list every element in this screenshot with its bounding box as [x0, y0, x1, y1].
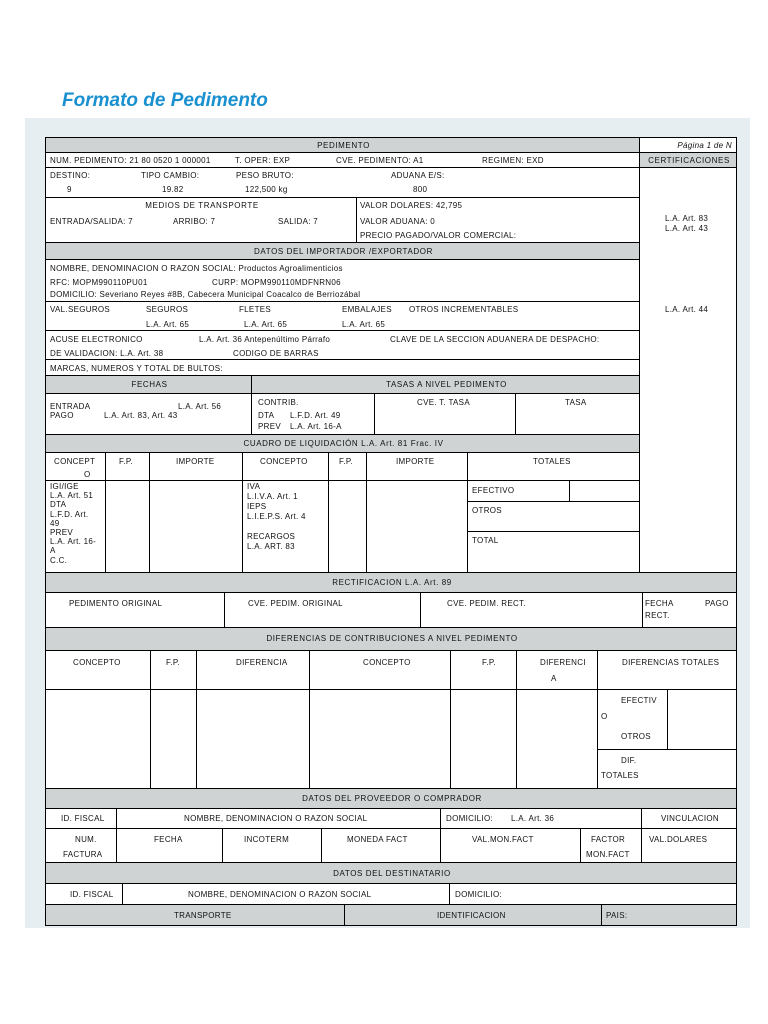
- liq-left-7: A: [50, 546, 56, 556]
- prov-valdol: VAL.DOLARES: [649, 835, 708, 844]
- rectificacion-header-label: RECTIFICACION L.A. Art. 89: [332, 578, 452, 587]
- cve-pedim-rect: CVE. PEDIM. RECT.: [447, 599, 526, 608]
- destinatario-row2: [45, 904, 737, 926]
- importador-datos: [45, 259, 640, 302]
- dif-diferenci: DIFERENCI: [540, 658, 586, 667]
- fechas-header: [45, 375, 252, 394]
- certificaciones-column: [639, 167, 737, 573]
- embalajes: EMBALAJES: [342, 305, 392, 314]
- cve-pedim-original: CVE. PEDIM. ORIGINAL: [248, 599, 343, 608]
- codigo-barras: CODIGO DE BARRAS: [233, 349, 319, 358]
- liq-mid-concepts: [247, 482, 306, 552]
- aduana-label: ADUANA E/S:: [391, 171, 445, 180]
- fechas-header-label: FECHAS: [131, 380, 168, 389]
- prov-la36: L.A. Art. 36: [511, 814, 555, 823]
- clave-seccion: CLAVE DE LA SECCION ADUANERA DE DESPACHO:: [390, 335, 600, 344]
- liq-mid-4: [247, 522, 306, 532]
- liquidacion-header-label: CUADRO DE LIQUIDACIÓN L.A. Art. 81 Frac. IV: [243, 439, 444, 448]
- rect-pago: PAGO: [705, 599, 729, 608]
- liq-mid-1: L.I.V.A. Art. 1: [247, 492, 298, 501]
- liq-left-0: IGI/IGE: [50, 482, 79, 491]
- contrib-label: CONTRIB.: [258, 398, 299, 407]
- importador-domicilio: DOMICILIO: Severiano Reyes #8B, Cabecera Municipal Coacalco de Berriozábal: [50, 290, 361, 299]
- liq-efectivo: EFECTIVO: [472, 486, 515, 495]
- liq-totales: TOTALES: [533, 457, 571, 466]
- liq-left-3: L.F.D. Art.: [50, 509, 89, 519]
- prov-nombre: NOMBRE, DENOMINACION O RAZON SOCIAL: [184, 814, 368, 823]
- liq-left-6: L.A. Art. 16-: [50, 537, 97, 547]
- importador-rfc: RFC: MOPM990110PU01: [50, 278, 148, 287]
- marcas-row: [45, 359, 640, 376]
- liq-left-concepts: [50, 482, 96, 565]
- valores-cell: [356, 197, 640, 243]
- liquidacion-table: [45, 452, 640, 573]
- fecha-entrada-la56: L.A. Art. 56: [178, 402, 222, 411]
- acuse-electronico: ACUSE ELECTRONICO: [50, 335, 143, 344]
- liq-left-5: PREV: [50, 528, 73, 538]
- rectificacion-header: [45, 572, 737, 593]
- dif-totales2: TOTALES: [601, 771, 639, 780]
- rect-rect: RECT.: [645, 611, 670, 620]
- dif-concepto1: CONCEPTO: [73, 658, 121, 667]
- liq-left-8: C.C.: [50, 555, 68, 565]
- fecha-entrada: ENTRADA: [50, 402, 91, 411]
- destinatario-header-label: DATOS DEL DESTINATARIO: [333, 869, 451, 878]
- de-validacion: DE VALIDACION: L.A. Art. 38: [50, 349, 164, 358]
- prov-monfact: MON.FACT: [586, 850, 630, 859]
- rect-fecha: FECHA: [645, 599, 674, 608]
- prov-fecha: FECHA: [154, 835, 183, 844]
- liq-mid-0: IVA: [247, 482, 261, 491]
- liq-concepto1b: O: [84, 470, 91, 479]
- destinatario-header: [45, 862, 737, 884]
- val-seguros: VAL.SEGUROS: [50, 305, 111, 314]
- liq-importe1: IMPORTE: [176, 457, 215, 466]
- proveedor-row2: [45, 828, 737, 863]
- rectificacion-row: [45, 592, 737, 628]
- liq-otros: OTROS: [472, 506, 502, 515]
- medios-header: MEDIOS DE TRANSPORTE: [145, 201, 259, 210]
- dif-fp2: F.P.: [482, 658, 496, 667]
- prov-domicilio: DOMICILIO:: [446, 814, 494, 823]
- proveedor-header: [45, 788, 737, 809]
- diferencias-header-label: DIFERENCIAS DE CONTRIBUCIONES A NIVEL PEDIMENTO: [266, 634, 518, 643]
- proveedor-row1: [45, 808, 737, 829]
- destino-row: [45, 167, 640, 198]
- precio-pagado: PRECIO PAGADO/VALOR COMERCIAL:: [360, 231, 517, 240]
- liq-mid-5: RECARGOS: [247, 532, 296, 541]
- dest-domicilio: DOMICILIO:: [455, 890, 503, 899]
- dest-pais: PAIS:: [606, 911, 628, 920]
- pagina-label: Página 1 de N: [677, 141, 732, 150]
- destino-label: DESTINO:: [50, 171, 91, 180]
- prov-num: NUM.: [75, 835, 97, 844]
- seguros: SEGUROS: [146, 305, 189, 314]
- fecha-pago: PAGO: [50, 411, 74, 420]
- tasas-header-label: TASAS A NIVEL PEDIMENTO: [386, 380, 507, 389]
- liq-mid-2: IEPS: [247, 502, 267, 511]
- tipo-operacion: T. OPER: EXP: [235, 156, 291, 165]
- num-pedimento: NUM. PEDIMENTO: 21 80 0520 1 000001: [50, 156, 211, 165]
- medios-transporte: [45, 197, 357, 243]
- page-title: Formato de Pedimento: [62, 90, 268, 111]
- marcas-label: MARCAS, NUMEROS Y TOTAL DE BULTOS:: [50, 364, 223, 373]
- dest-identificacion: IDENTIFICACION: [437, 911, 506, 920]
- cert-la44: L.A. Art. 44: [665, 305, 709, 314]
- otros-incrementables: OTROS INCREMENTABLES: [409, 305, 519, 314]
- tasas-cve: [374, 393, 516, 435]
- prov-moneda: MONEDA FACT: [347, 835, 408, 844]
- prov-factura: FACTURA: [63, 850, 103, 859]
- liq-fp2: F.P.: [339, 457, 353, 466]
- liq-left-4: 49: [50, 518, 60, 528]
- liq-mid-6: L.A. ART. 83: [247, 542, 295, 551]
- dif-otros: OTROS: [621, 732, 651, 741]
- dif-concepto2: CONCEPTO: [363, 658, 411, 667]
- diferencias-header: [45, 627, 737, 651]
- pedimento-header-label: PEDIMENTO: [317, 141, 370, 150]
- liq-concepto1: CONCEPT: [54, 457, 96, 466]
- tasas-tasa: [515, 393, 640, 435]
- cert-la43: L.A. Art. 43: [665, 224, 709, 233]
- destino-value: 9: [67, 185, 72, 194]
- prov-incoterm: INCOTERM: [244, 835, 290, 844]
- valor-dolares: VALOR DOLARES: 42,795: [360, 201, 463, 210]
- liq-concepto2: CONCEPTO: [260, 457, 308, 466]
- fletes-la65: L.A. Art. 65: [244, 320, 288, 329]
- pagina-cell: [639, 137, 737, 153]
- destinatario-row1: [45, 883, 737, 905]
- dif-dif: DIF.: [621, 756, 637, 765]
- tipo-cambio-label: TIPO CAMBIO:: [141, 171, 200, 180]
- cert-la83: L.A. Art. 83: [665, 214, 709, 223]
- dest-nombre: NOMBRE, DENOMINACION O RAZON SOCIAL: [188, 890, 372, 899]
- aduana-value: 800: [413, 185, 428, 194]
- tasa-label: TASA: [565, 398, 587, 407]
- tasa-la16a: L.A. Art. 16-A: [290, 422, 342, 431]
- tasa-dta: DTA: [258, 411, 275, 420]
- salida: SALIDA: 7: [278, 217, 319, 226]
- acuse-la36: L.A. Art. 36 Antepenúltimo Párrafo: [199, 335, 331, 344]
- liq-mid-3: L.I.E.P.S. Art. 4: [247, 512, 306, 521]
- prov-idfiscal: ID. FISCAL: [61, 814, 105, 823]
- valor-aduana: VALOR ADUANA: 0: [360, 217, 436, 226]
- incrementables-row: [45, 301, 640, 331]
- peso-bruto-value: 122,500 kg: [245, 185, 288, 194]
- certificaciones-header: [639, 152, 737, 168]
- dest-transporte: TRANSPORTE: [174, 911, 232, 920]
- pedimento-header: [45, 137, 640, 153]
- tasas-header: [251, 375, 640, 394]
- liq-left-1: L.A. Art. 51: [50, 491, 94, 501]
- pedimento-original: PEDIMENTO ORIGINAL: [69, 599, 163, 608]
- proveedor-header-label: DATOS DEL PROVEEDOR O COMPRADOR: [302, 794, 482, 803]
- tasa-lfd49: L.F.D. Art. 49: [290, 411, 341, 420]
- dif-o: O: [601, 712, 608, 721]
- tasa-prev: PREV: [258, 422, 281, 431]
- seguros-la65: L.A. Art. 65: [146, 320, 190, 329]
- embalajes-la65: L.A. Art. 65: [342, 320, 386, 329]
- fechas-cell: [45, 393, 252, 435]
- importador-curp: CURP: MOPM990110MDFNRN06: [212, 278, 341, 287]
- regimen: REGIMEN: EXD: [482, 156, 544, 165]
- liq-importe2: IMPORTE: [396, 457, 435, 466]
- dif-diferencia: DIFERENCIA: [236, 658, 288, 667]
- pedimento-row: [45, 152, 640, 168]
- dif-efectiv: EFECTIV: [621, 696, 657, 705]
- certificaciones-label: CERTIFICACIONES: [648, 156, 730, 165]
- liquidacion-header: [45, 434, 640, 453]
- prov-factor: FACTOR: [591, 835, 626, 844]
- dest-idfiscal: ID. FISCAL: [70, 890, 114, 899]
- liq-fp1: F.P.: [119, 457, 133, 466]
- prov-vinculacion: VINCULACION: [661, 814, 719, 823]
- arribo: ARRIBO: 7: [173, 217, 216, 226]
- entrada-salida: ENTRADA/SALIDA: 7: [50, 217, 133, 226]
- dif-a: A: [551, 674, 557, 683]
- prov-valmon: VAL.MON.FACT: [472, 835, 534, 844]
- liq-total: TOTAL: [472, 536, 499, 545]
- dif-fp1: F.P.: [166, 658, 180, 667]
- importador-header: [45, 242, 640, 260]
- peso-bruto-label: PESO BRUTO:: [236, 171, 294, 180]
- diferencias-table: [45, 650, 737, 789]
- liq-left-2: DTA: [50, 500, 67, 510]
- acuse-row: [45, 330, 640, 360]
- fletes: FLETES: [239, 305, 272, 314]
- dif-totales: DIFERENCIAS TOTALES: [622, 658, 720, 667]
- importador-header-label: DATOS DEL IMPORTADOR /EXPORTADOR: [254, 247, 433, 256]
- cve-pedimento: CVE. PEDIMENTO: A1: [336, 156, 424, 165]
- tasas-contrib: [251, 393, 375, 435]
- importador-nombre: NOMBRE, DENOMINACION O RAZON SOCIAL: Productos Agroalimenticios: [50, 264, 343, 273]
- cve-t-tasa: CVE. T. TASA: [417, 398, 470, 407]
- fecha-pago-la: L.A. Art. 83, Art. 43: [104, 411, 178, 420]
- tipo-cambio-value: 19.82: [162, 185, 184, 194]
